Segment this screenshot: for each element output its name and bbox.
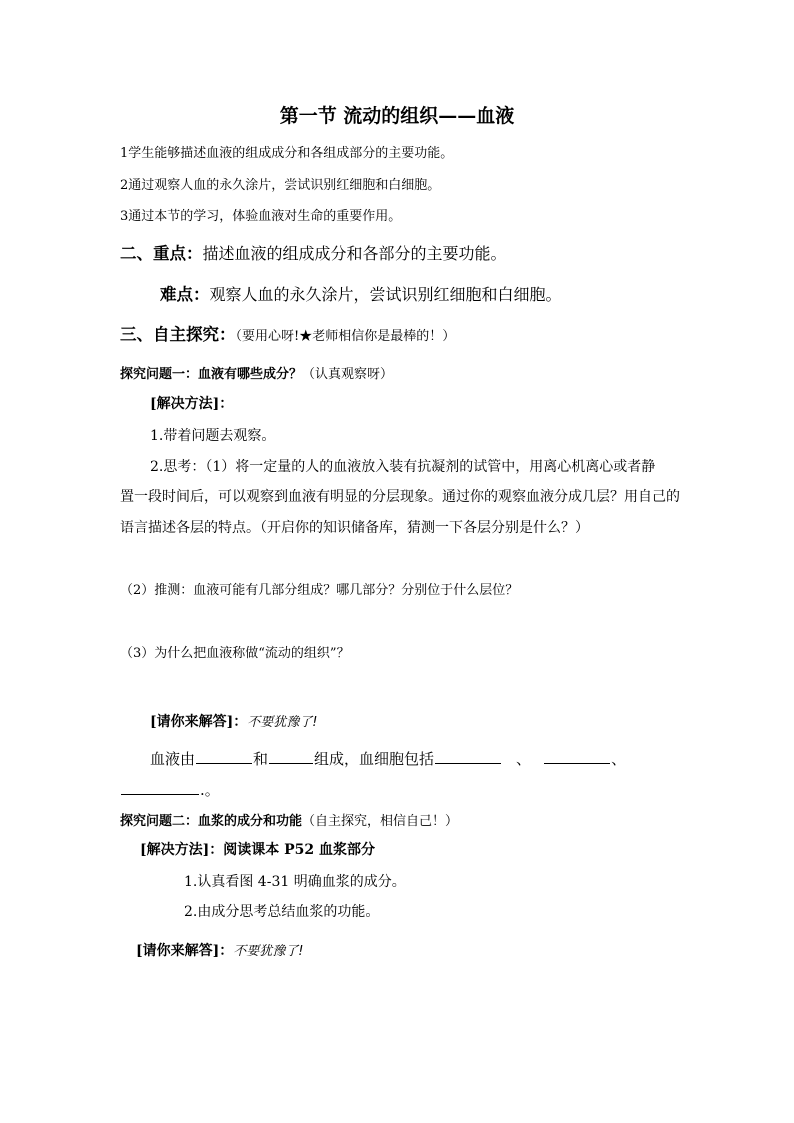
question-2-heading [120,810,458,830]
page-title: 第一节 流动的组织——血液 [279,105,515,127]
key-point-text: 描述血液的组成成分和各部分的主要功能。 [202,244,507,263]
fill-text-b: 和 [253,750,269,768]
fill-sep-2: 、 [611,750,627,768]
fill-text-c: 组成，血细胞包括 [314,750,435,768]
fill-blank-4[interactable] [544,747,610,764]
question-1-step-1: 1.带着问题去观察。 [150,428,276,444]
question-2-answer [136,940,303,960]
difficulty-text: 观察人血的永久涂片，尝试识别红细胞和白细胞。 [209,285,562,304]
question-1-title: 探究问题一：血液有哪些成分？ [120,367,303,382]
objective-1: 1学生能够描述血液的组成成分和各组成部分的主要功能。 [120,146,454,161]
fill-in-line-1 [150,747,626,768]
question-1-answer-hint: 不要犹豫了! [247,715,318,730]
fill-blank-5[interactable] [121,778,199,795]
difficulty [160,285,562,305]
question-1-answer-label: [请你来解答]： [150,714,248,730]
objective-3: 3通过本节的学习，体验血液对生命的重要作用。 [120,209,402,224]
fill-blank-3[interactable] [435,747,501,764]
question-2-answer-label: [请你来解答]： [136,943,234,959]
key-point [120,244,507,264]
fill-text-a: 血液由 [150,750,196,768]
question-2-step-1: 1.认真看图 4-31 明确血浆的成分。 [184,874,406,890]
question-2-answer-hint: 不要犹豫了! [233,944,304,959]
section-3-note: （要用心呀!★老师相信你是最棒的！） [235,329,456,344]
question-1-sub-2: （2）推测：血液可能有几部分组成？哪几部分？分别位于什么层位？ [120,583,519,598]
section-3-label: 三、自主探究： [120,325,236,344]
fill-in-line-2 [120,778,220,799]
question-1-heading [120,363,393,383]
question-2-title: 探究问题二：血浆的成分和功能 [120,814,303,829]
question-1-method-label: [解决方法]： [150,396,234,412]
question-2-method: [解决方法]：阅读课本 P52 血浆部分 [140,842,376,858]
fill-sep-1: 、 [516,750,532,768]
fill-end: .。 [200,781,220,799]
question-1-think-line-2: 置一段时间后，可以观察到血液有明显的分层现象。通过你的观察血液分成几层？用自己的 [120,489,680,505]
key-point-label: 二、重点： [120,244,203,263]
objective-2: 2通过观察人血的永久涂片，尝试识别红细胞和白细胞。 [120,178,441,193]
difficulty-label: 难点： [160,285,210,304]
question-1-note: （认真观察呀） [302,367,394,382]
question-1-think-line-3: 语言描述各层的特点。（开启你的知识储备库，猜测一下各层分别是什么？） [120,520,589,536]
question-2-note: （自主探究，相信自己！） [302,814,459,829]
question-2-step-2: 2.由成分思考总结血浆的功能。 [184,904,380,920]
question-1-sub-3: （3）为什么把血液称做“流动的组织”？ [120,646,350,661]
fill-blank-2[interactable] [269,747,313,764]
question-1-answer [150,711,317,731]
question-1-think-line-1: 2.思考：（1）将一定量的人的血液放入装有抗凝剂的试管中，用离心机离心或者静 [150,459,656,475]
fill-blank-1[interactable] [196,747,252,764]
section-3-heading [120,325,455,345]
